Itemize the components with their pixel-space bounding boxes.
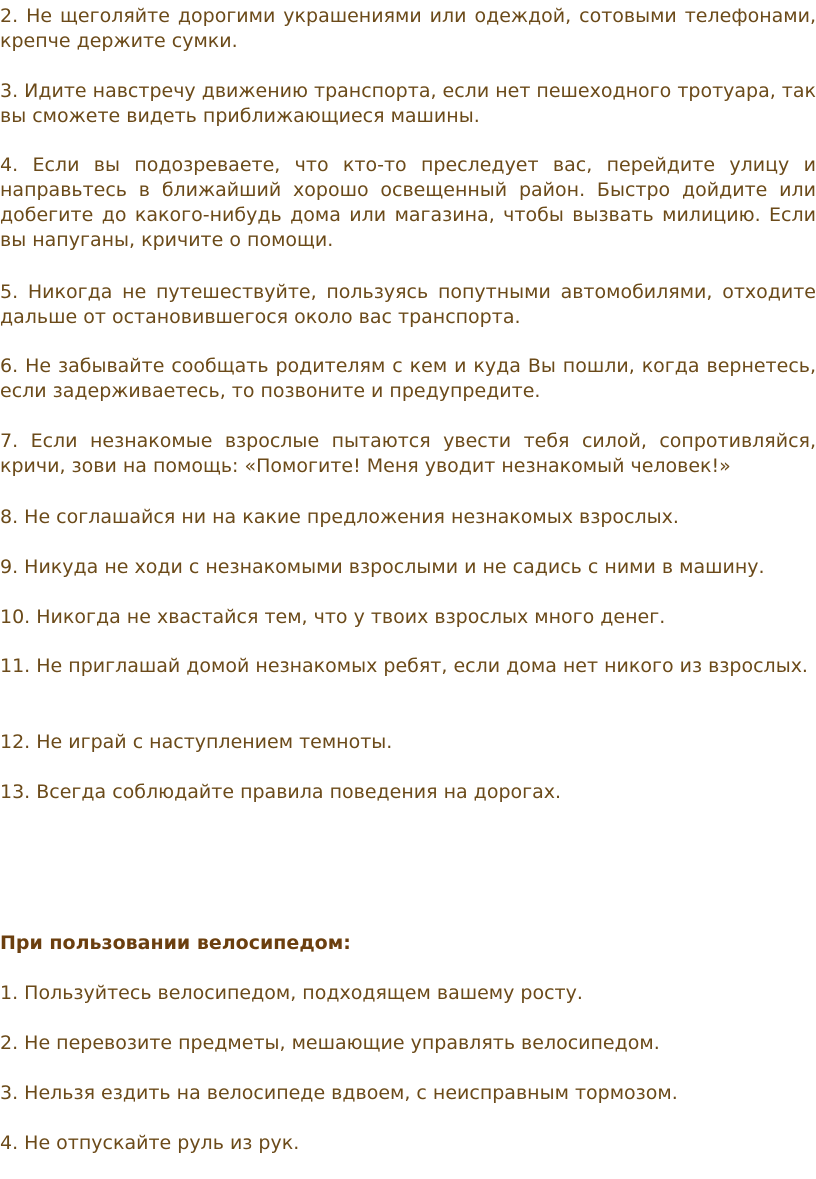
bicycle-rule-3: 3. Нельзя ездить на велосипеде вдвоем, с неисправным тормозом.	[0, 1082, 678, 1104]
rule-9: 9. Никуда не ходи с незнакомыми взрослыми и не садись с ними в машину.	[0, 556, 765, 578]
bicycle-rule-1: 1. Пользуйтесь велосипедом, подходящем вашему росту.	[0, 982, 583, 1004]
bicycle-rule-4: 4. Не отпускайте руль из рук.	[0, 1132, 300, 1154]
rule-4: 4. Если вы подозреваете, что кто-то преследует вас, перейдите улицу и направьтесь в ближайший хорошо освещенный район. Быстро дойдите или добегите до какого-нибудь дома или магазина, чтобы вызвать милицию. Если вы напуганы, кричите о помощи.	[0, 154, 816, 251]
rule-13: 13. Всегда соблюдайте правила поведения на дорогах.	[0, 781, 562, 803]
rule-2: 2. Не щеголяйте дорогими украшениями или одеждой, сотовыми телефонами, крепче держите сумки.	[0, 5, 816, 52]
rule-11: 11. Не приглашай домой незнакомых ребят, если дома нет никого из взрослых.	[0, 655, 808, 677]
bicycle-rule-2: 2. Не перевозите предметы, мешающие управлять велосипедом.	[0, 1032, 660, 1054]
bicycle-section-heading: При пользовании велосипедом:	[0, 932, 351, 954]
rule-8: 8. Не соглашайся ни на какие предложения незнакомых взрослых.	[0, 506, 679, 528]
rule-12: 12. Не играй с наступлением темноты.	[0, 731, 393, 753]
rule-3: 3. Идите навстречу движению транспорта, если нет пешеходного тротуара, так вы сможете видеть приближающиеся машины.	[0, 80, 816, 127]
rule-5: 5. Никогда не путешествуйте, пользуясь попутными автомобилями, отходите дальше от остановившегося около вас транспорта.	[0, 281, 816, 328]
rule-7: 7. Если незнакомые взрослые пытаются увести тебя силой, сопротивляйся, кричи, зови на помощь: «Помогите! Меня уводит незнакомый человек!»	[0, 430, 816, 477]
rule-10: 10. Никогда не хвастайся тем, что у твоих взрослых много денег.	[0, 606, 666, 628]
rule-6: 6. Не забывайте сообщать родителям с кем и куда Вы пошли, когда вернетесь, если задерживаетесь, то позвоните и предупредите.	[0, 355, 816, 402]
